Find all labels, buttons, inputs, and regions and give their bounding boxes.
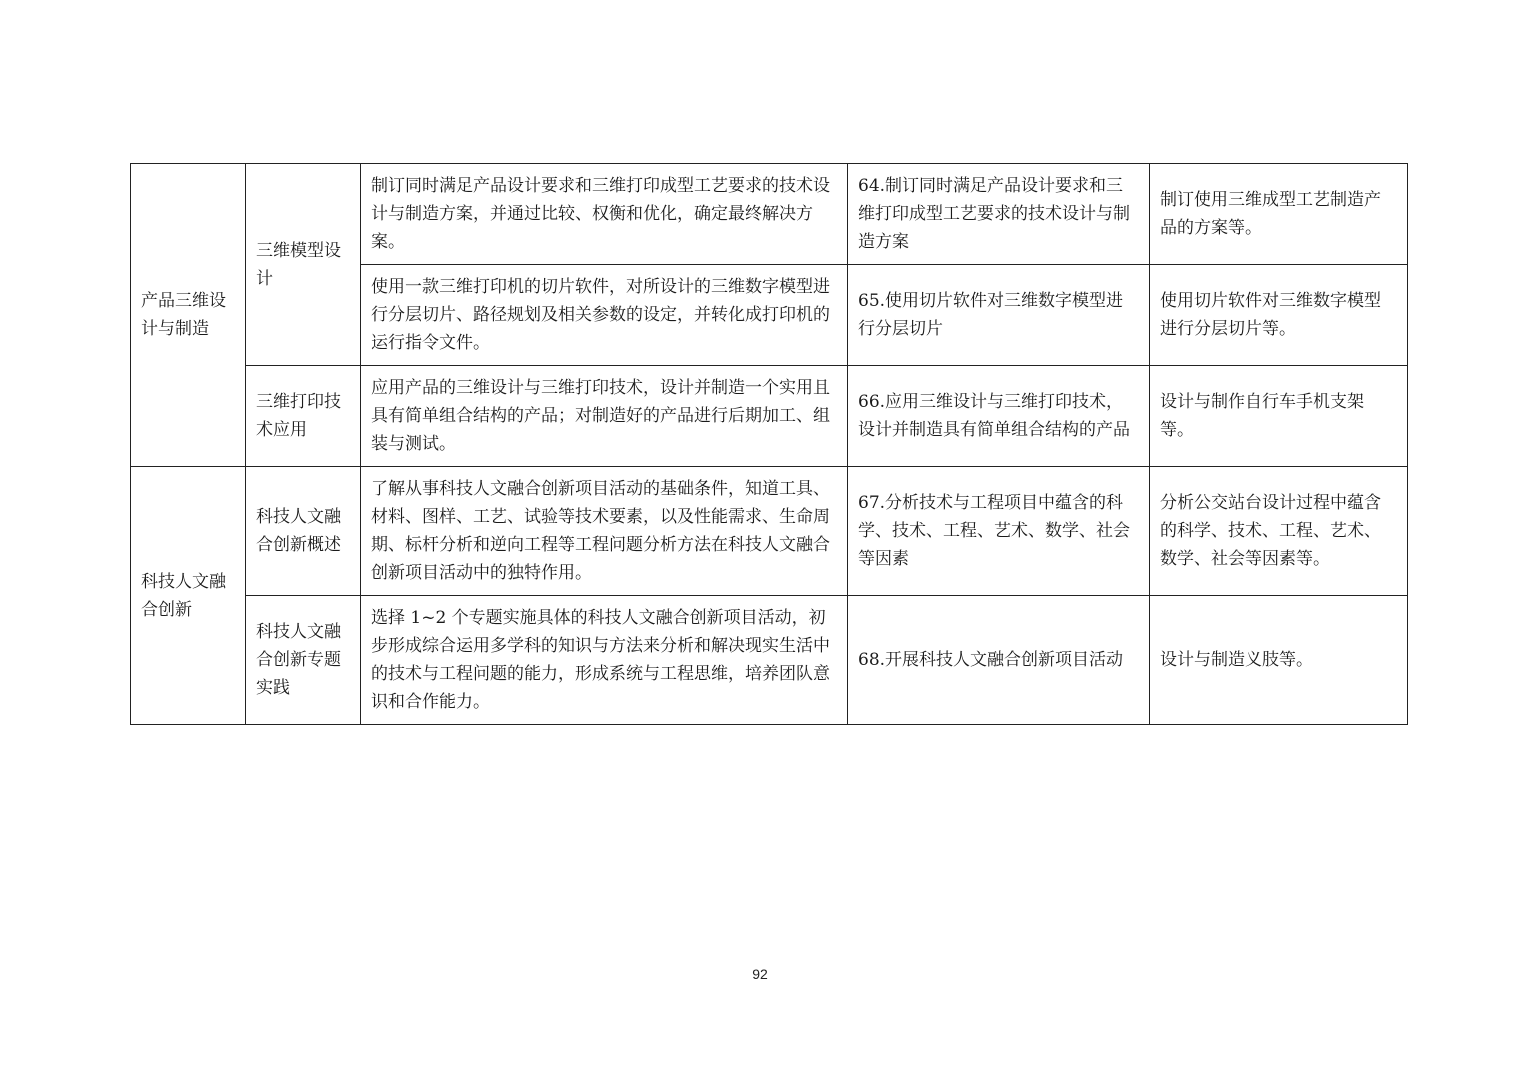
table-row bbox=[131, 366, 1408, 467]
curriculum-table bbox=[130, 163, 1408, 725]
unit-cell: 科技人文融合创新专题实践 bbox=[246, 596, 361, 725]
requirement-cell: 选择 1~2 个专题实施具体的科技人文融合创新项目活动，初步形成综合运用多学科的知识与方法来分析和解决现实生活中的技术与工程问题的能力，形成系统与工程思维，培养团队意识和合作能力。 bbox=[361, 596, 848, 725]
table-row bbox=[131, 596, 1408, 725]
unit-cell: 科技人文融合创新概述 bbox=[246, 467, 361, 596]
example-cell: 使用切片软件对三维数字模型进行分层切片等。 bbox=[1150, 265, 1408, 366]
goal-cell: 68.开展科技人文融合创新项目活动 bbox=[848, 596, 1150, 725]
example-cell: 设计与制造义肢等。 bbox=[1150, 596, 1408, 725]
page-number: 92 bbox=[752, 966, 768, 982]
requirement-cell: 应用产品的三维设计与三维打印技术，设计并制造一个实用且具有简单组合结构的产品；对制造好的产品进行后期加工、组装与测试。 bbox=[361, 366, 848, 467]
requirement-cell: 了解从事科技人文融合创新项目活动的基础条件，知道工具、材料、图样、工艺、试验等技术要素，以及性能需求、生命周期、标杆分析和逆向工程等工程问题分析方法在科技人文融合创新项目活动中的独特作用。 bbox=[361, 467, 848, 596]
table-row bbox=[131, 164, 1408, 265]
example-cell: 设计与制作自行车手机支架等。 bbox=[1150, 366, 1408, 467]
theme-cell: 科技人文融合创新 bbox=[131, 467, 246, 725]
goal-cell: 65.使用切片软件对三维数字模型进行分层切片 bbox=[848, 265, 1150, 366]
example-cell: 制订使用三维成型工艺制造产品的方案等。 bbox=[1150, 164, 1408, 265]
goal-cell: 64.制订同时满足产品设计要求和三维打印成型工艺要求的技术设计与制造方案 bbox=[848, 164, 1150, 265]
example-cell: 分析公交站台设计过程中蕴含的科学、技术、工程、艺术、数学、社会等因素等。 bbox=[1150, 467, 1408, 596]
requirement-cell: 制订同时满足产品设计要求和三维打印成型工艺要求的技术设计与制造方案，并通过比较、权衡和优化，确定最终解决方案。 bbox=[361, 164, 848, 265]
unit-cell: 三维模型设计 bbox=[246, 164, 361, 366]
unit-cell: 三维打印技术应用 bbox=[246, 366, 361, 467]
goal-cell: 66.应用三维设计与三维打印技术，设计并制造具有简单组合结构的产品 bbox=[848, 366, 1150, 467]
theme-cell: 产品三维设计与制造 bbox=[131, 164, 246, 467]
goal-cell: 67.分析技术与工程项目中蕴含的科学、技术、工程、艺术、数学、社会等因素 bbox=[848, 467, 1150, 596]
requirement-cell: 使用一款三维打印机的切片软件，对所设计的三维数字模型进行分层切片、路径规划及相关参数的设定，并转化成打印机的运行指令文件。 bbox=[361, 265, 848, 366]
table-row bbox=[131, 467, 1408, 596]
